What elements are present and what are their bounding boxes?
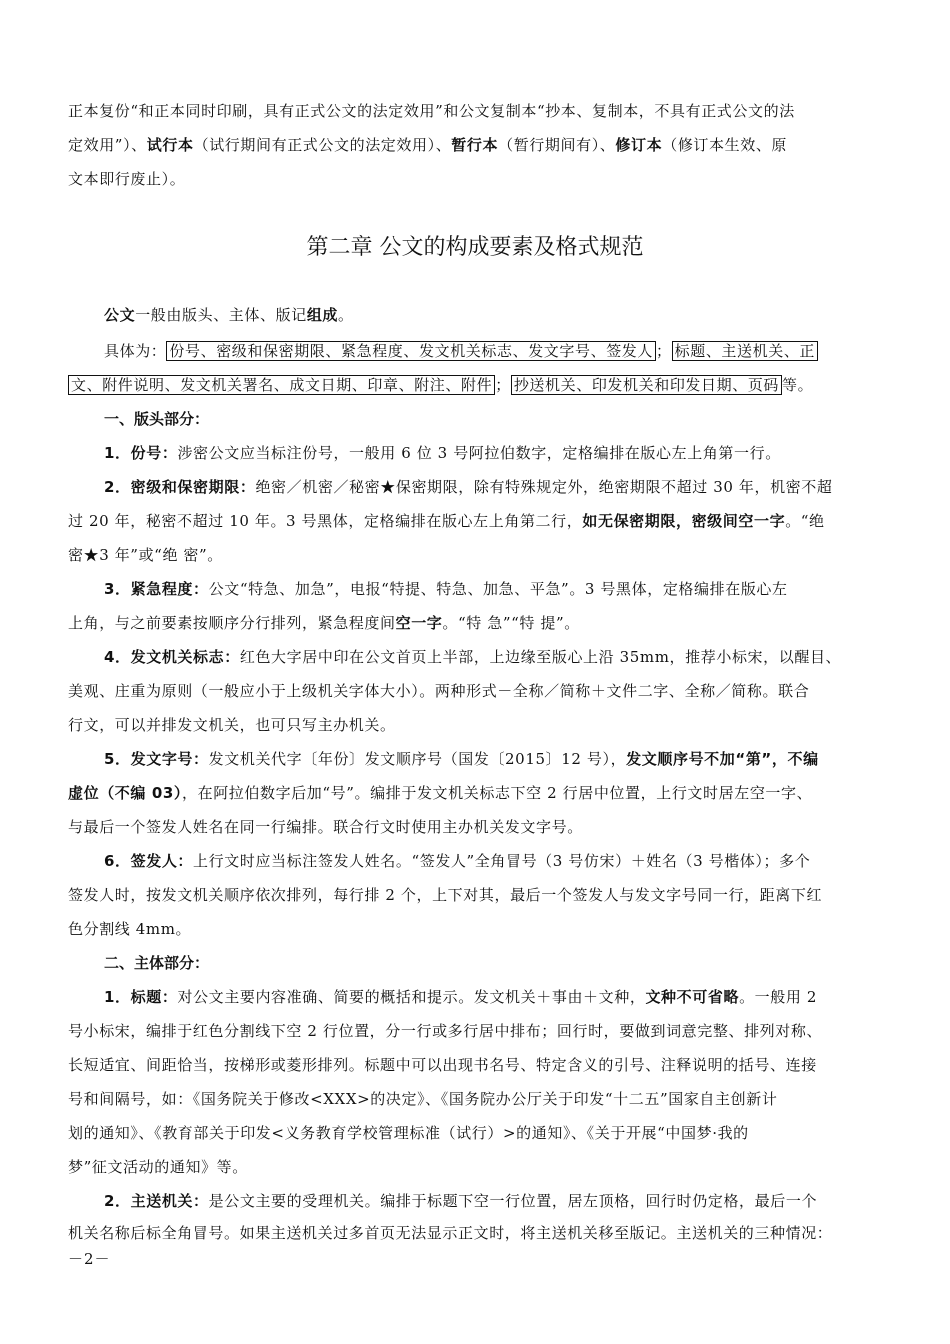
item-classification-line-2 bbox=[68, 504, 825, 538]
term-temporary: 暂行本 bbox=[451, 136, 499, 154]
item-title-line-4: 号和间隔号，如：《国务院关于修改<XXX>的决定》、《国务院办公厅关于印发“十二五”国家自主创新计 bbox=[68, 1090, 778, 1108]
item-text: 红色大字居中印在公文首页上半部，上边缘至版心上沿 35mm，推荐小标宋，以醒目、 bbox=[239, 648, 842, 666]
item-emphasis: 如无保密期限，密级间空一字 bbox=[582, 512, 786, 530]
footer-elements-box: 抄送机关、印发机关和印发日期、页码 bbox=[511, 375, 782, 395]
item-signer-line-3: 色分割线 4mm。 bbox=[68, 920, 192, 938]
item-label: 3．紧急程度： bbox=[104, 580, 209, 598]
item-text: 绝密／机密／秘密★保密期限，除有特殊规定外，绝密期限不超过 30 年，机密不超 bbox=[255, 478, 833, 496]
section-heading-header: 一、版头部分： bbox=[104, 410, 210, 428]
item-emphasis: 空一字 bbox=[395, 614, 443, 632]
item-label: 2．主送机关： bbox=[104, 1192, 209, 1210]
item-emphasis: 发文顺序号不加“第”，不编 bbox=[626, 750, 819, 768]
item-classification bbox=[104, 470, 832, 504]
item-emphasis: 文种不可省略 bbox=[645, 988, 740, 1006]
item-text: 是公文主要的受理机关。编排于标题下空一行位置，居左顶格，回行时仍定格，最后一个 bbox=[208, 1192, 818, 1210]
separator: ； bbox=[495, 376, 511, 394]
header-elements-box: 份号、密级和保密期限、紧急程度、发文机关标志、发文字号、签发人 bbox=[166, 341, 656, 361]
summary-term: 组成 bbox=[306, 306, 339, 324]
item-title-line-2: 号小标宋，编排于红色分割线下空 2 行位置，分一行或多行居中排布；回行时，要做到词意完整、排列对称、 bbox=[68, 1022, 823, 1040]
item-text: 发文机关代字〔年份〕发文顺序号（国发〔2015〕12 号）， bbox=[208, 750, 627, 768]
intro-line-1: 正本复份“和正本同时印刷，具有正式公文的法定效用”和公文复制本“抄本、复制本，不具有正式公文的法 bbox=[68, 102, 795, 120]
item-doc-number bbox=[104, 742, 819, 776]
item-text: 涉密公文应当标注份号，一般用 6 位 3 号阿拉伯数字，定格编排在版心左上角第一行。 bbox=[177, 444, 781, 462]
item-text: 上行文时应当标注签发人姓名。“签发人”全角冒号（3 号仿宋）＋姓名（3 号楷体）；多个 bbox=[193, 852, 811, 870]
item-classification-line-3: 密★3 年”或“绝 密”。 bbox=[68, 546, 223, 564]
item-label: 1．标题： bbox=[104, 988, 178, 1006]
item-text: 上角，与之前要素按顺序分行排列，紧急程度间 bbox=[68, 614, 396, 632]
separator: ； bbox=[656, 342, 672, 360]
item-addressee-line-2: 机关名称后标全角冒号。如果主送机关过多首页无法显示正文时，将主送机关移至版记。主送机关的三种情况： bbox=[68, 1224, 833, 1242]
item-addressee bbox=[104, 1184, 817, 1218]
summary-tail: 等。 bbox=[782, 376, 814, 394]
item-copy-number bbox=[104, 436, 781, 470]
term-revised: 修订本 bbox=[615, 136, 663, 154]
item-urgency bbox=[104, 572, 788, 606]
item-issuer-mark bbox=[104, 640, 841, 674]
item-label: 4．发文机关标志： bbox=[104, 648, 240, 666]
item-issuer-mark-line-3: 行文，可以并排发文机关，也可只写主办机关。 bbox=[68, 716, 396, 734]
intro-text: 定效用”）、 bbox=[68, 136, 147, 154]
item-label: 2．密级和保密期限： bbox=[104, 478, 256, 496]
item-doc-number-line-3: 与最后一个签发人姓名在同一行编排。联合行文时使用主办机关发文字号。 bbox=[68, 818, 583, 836]
item-text: 。一般用 2 bbox=[739, 988, 817, 1006]
section-heading-body: 二、主体部分： bbox=[104, 954, 210, 972]
body-elements-box-cont: 文、附件说明、发文机关署名、成文日期、印章、附注、附件 bbox=[68, 375, 495, 395]
summary-prefix: 具体为： bbox=[104, 342, 167, 360]
summary-line-2 bbox=[104, 334, 818, 368]
summary-term: 公文 bbox=[104, 306, 136, 324]
intro-text: （暂行期间有）、 bbox=[498, 136, 616, 154]
item-signer-line-2: 签发人时，按发文机关顺序依次排列，每行排 2 个，上下对其，最后一个签发人与发文字号同一行，距离下红 bbox=[68, 886, 823, 904]
summary-line-1 bbox=[104, 298, 354, 332]
item-label: 1．份号： bbox=[104, 444, 178, 462]
summary-text: 一般由版头、主体、版记 bbox=[135, 306, 307, 324]
item-label: 5．发文字号： bbox=[104, 750, 209, 768]
item-title-line-5: 划的通知》、《教育部关于印发<义务教育学校管理标准（试行）>的通知》、《关于开展“中国梦·我的 bbox=[68, 1124, 749, 1142]
item-text: 。“特 急”“特 提”。 bbox=[442, 614, 580, 632]
body-elements-box: 标题、主送机关、正 bbox=[672, 341, 818, 361]
item-issuer-mark-line-2: 美观、庄重为原则（一般应小于上级机关字体大小）。两种形式－全称／简称＋文件二字、全称／简称。联合 bbox=[68, 682, 810, 700]
item-urgency-line-2 bbox=[68, 606, 580, 640]
summary-line-3 bbox=[68, 368, 813, 402]
chapter-title: 第二章 公文的构成要素及格式规范 bbox=[306, 235, 644, 260]
intro-line-3: 文本即行废止）。 bbox=[68, 170, 186, 188]
intro-line-2 bbox=[68, 128, 787, 162]
item-text: 。“绝 bbox=[785, 512, 825, 530]
item-text: 公文“特急、加急”，电报“特提、特急、加急、平急”。3 号黑体，定格编排在版心左 bbox=[208, 580, 788, 598]
summary-text: 。 bbox=[338, 306, 354, 324]
item-text: 过 20 年，秘密不超过 10 年。3 号黑体，定格编排在版心左上角第二行， bbox=[68, 512, 583, 530]
item-emphasis: 虚位（不编 03） bbox=[68, 784, 182, 802]
item-doc-number-line-2 bbox=[68, 776, 812, 810]
item-title-line-3: 长短适宜、间距恰当，按梯形或菱形排列。标题中可以出现书名号、特定含义的引号、注释说明的括号、连接 bbox=[68, 1056, 817, 1074]
item-text: 对公文主要内容准确、简要的概括和提示。发文机关＋事由＋文种， bbox=[177, 988, 646, 1006]
item-text: ，在阿拉伯数字后加“号”。编排于发文机关标志下空 2 行居中位置，上行文时居左空一字、 bbox=[182, 784, 813, 802]
intro-text: （修订本生效、原 bbox=[662, 136, 788, 154]
item-title-line-6: 梦”征文活动的通知》等。 bbox=[68, 1158, 248, 1176]
item-signer bbox=[104, 844, 810, 878]
intro-text: （试行期间有正式公文的法定效用）、 bbox=[193, 136, 452, 154]
page-number: －2－ bbox=[68, 1250, 111, 1268]
item-title bbox=[104, 980, 817, 1014]
term-trial: 试行本 bbox=[146, 136, 194, 154]
item-label: 6．签发人： bbox=[104, 852, 194, 870]
